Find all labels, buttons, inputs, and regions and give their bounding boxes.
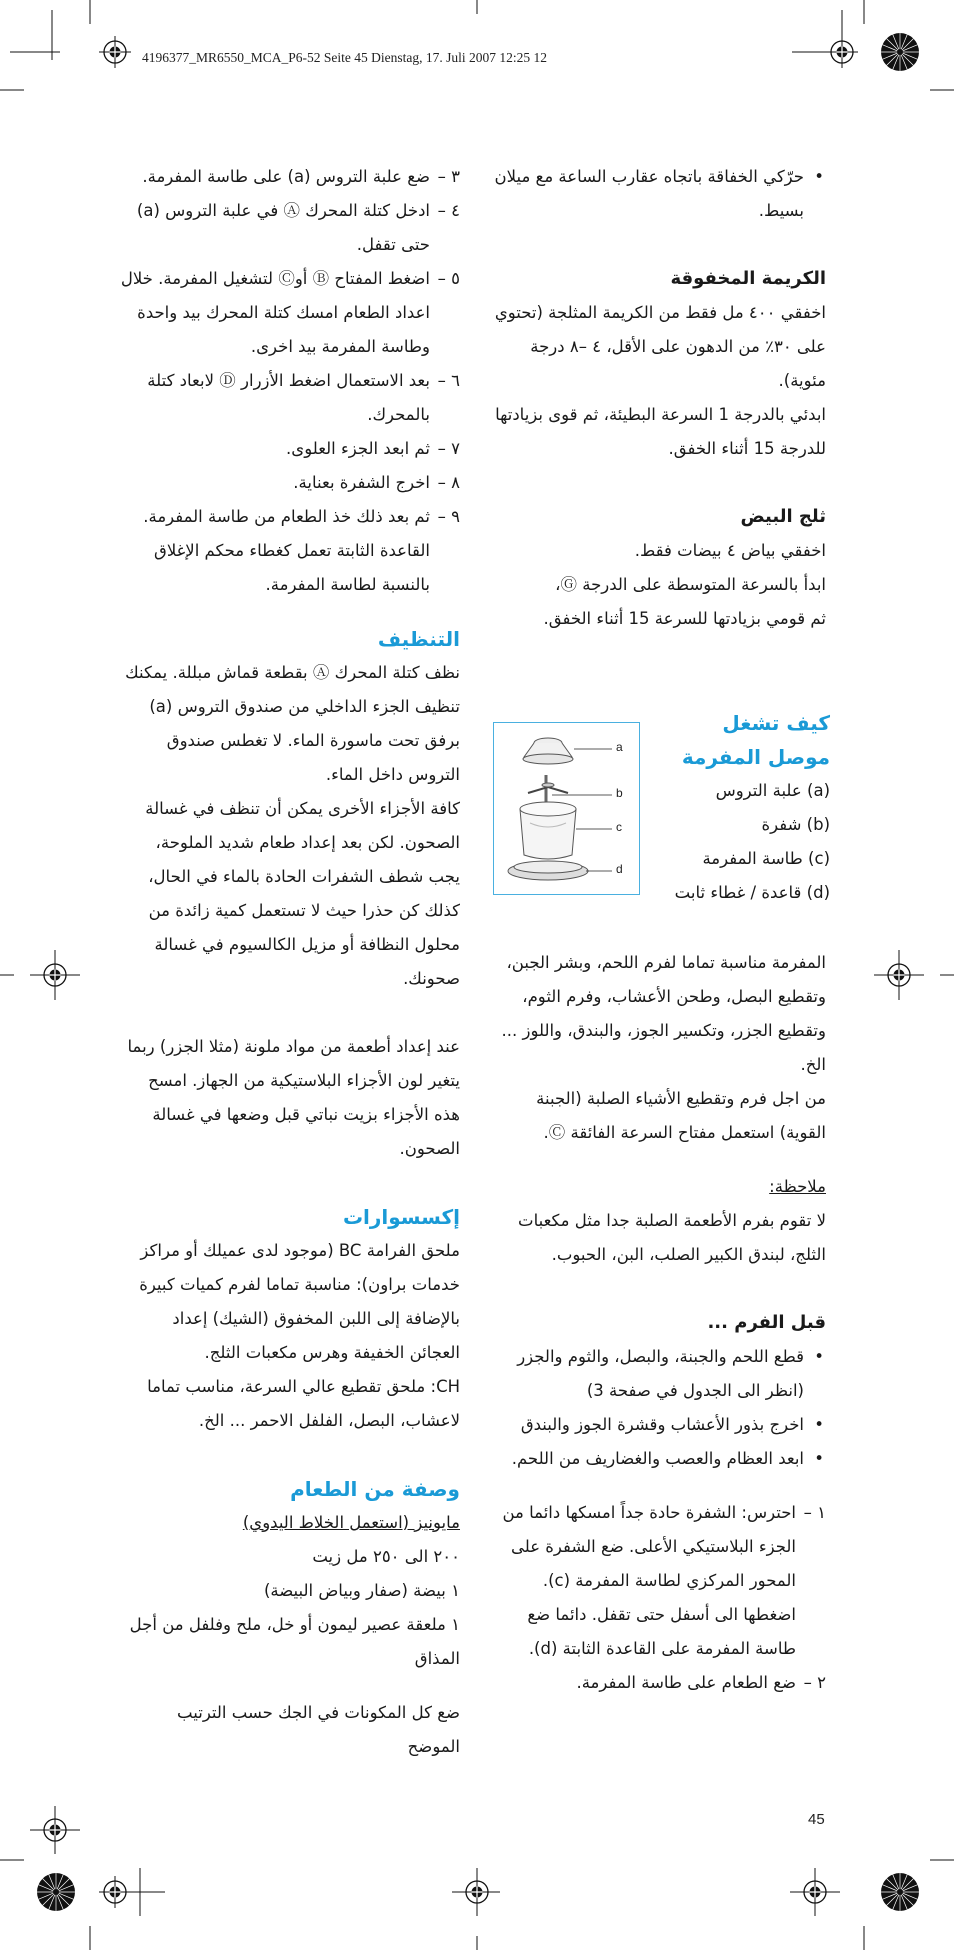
callout-c: c	[616, 820, 622, 834]
ingredient: ٢٠٠ الى ٢٥٠ مل زيت	[312, 1547, 460, 1566]
egg-whites-title: ثلج البيض	[740, 506, 826, 527]
usage-text: من اجل فرم وتقطيع الأشياء الصلبة (الجبنة القوية) استعمل مفتاح السرعة الفائقة Ⓒ.	[536, 1089, 826, 1142]
step-number: ٩ –	[437, 507, 460, 526]
whipped-cream-title: الكريمة المخفوقة	[670, 268, 826, 289]
accessories-text: ملحق الفرامة BC (موجود لدى عميلك أو مراكز خدمات براون): مناسبة تماما لفرم كميات كبيرة بالإضافة إلى اللبن المخفوق (الشيك) إعداد العجائن الخفيفة وهرس مكعبات الثلج.	[139, 1241, 460, 1362]
how-to-title: موصل المفرمة	[681, 745, 830, 769]
intro-bullet: • حرّكي الخفاقة باتجاه عقارب الساعة مع ميلان بسيط.	[494, 160, 826, 228]
part-label: (b) شفرة	[761, 815, 830, 834]
step-number: ٧ –	[437, 439, 460, 458]
step-text: بعد الاستعمال اضغط الأزرار Ⓓ لابعاد كتلة بالمحرك.	[147, 371, 430, 424]
step-number: ٨ –	[437, 473, 460, 492]
print-slug: 4196377_MR6550_MCA_P6-52 Seite 45 Dienstag, 17. Juli 2007 12:25 12	[142, 50, 548, 65]
part-label: (c) طاسة المفرمة	[702, 849, 830, 868]
recipe-instruction: ضع كل المكونات في الجك حسب الترتيب الموضح	[177, 1703, 460, 1756]
step-item	[120, 500, 460, 602]
page-number: 45	[808, 1811, 825, 1828]
egg-whites-text: ثم قومي بزيادتها للسرعة 15 أثناء الخفق.	[543, 609, 826, 628]
step-number: ١ –	[803, 1503, 826, 1522]
whipped-cream-text: اخفقي ٤٠٠ مل فقط من الكريمة المثلجة (تحتوي على ٣٠٪ من الدهون على الأقل، ٤ –٨ درجة مئوية).	[494, 303, 826, 390]
intro-bullets	[494, 160, 826, 228]
accessories-text: CH: ملحق تقطيع عالي السرعة، مناسب تماما لاعشاب، البصل، الفلفل الاحمر ... الخ.	[147, 1377, 460, 1430]
step-number: ٤ –	[437, 201, 460, 220]
step-item	[494, 1666, 826, 1700]
step-number: ٢ –	[803, 1673, 826, 1692]
step-text: ضع علبة التروس (a) على طاسة المفرمة.	[142, 167, 430, 186]
chopper-illustration	[493, 722, 640, 895]
list-item: • اخرج بذور الأعشاب وقشرة الجوز والبندق	[494, 1408, 826, 1442]
step-text: ثم ابعد الجزء العلوى.	[286, 439, 430, 458]
left-column	[120, 160, 460, 1764]
egg-whites-text: اخفقي بياض ٤ بيضات فقط.	[634, 541, 826, 560]
cleaning-text: عند إعداد أطعمة من مواد ملونة (مثلا الجزر) ربما يتغير لون الأجزاء البلاستيكية من الجهاز. امسح هذه الأجزاء بزيت نباتي قبل وضعها في غسالة الصحون.	[127, 1037, 460, 1158]
step-item	[120, 262, 460, 364]
before-chopping-title: قبل الفرم ...	[707, 1312, 826, 1333]
step-item	[120, 364, 460, 432]
how-to-block	[640, 706, 830, 910]
accessories-title: إكسسوارات	[342, 1205, 460, 1229]
callout-b: b	[616, 786, 623, 800]
usage-text: المفرمة مناسبة تماما لفرم اللحم، وبشر الجبن، وتقطيع البصل، وطحن الأعشاب، وفرم الثوم، وتقطيع الجزر، وتكسير الجوز، والبندق، واللوز ... الخ.	[501, 953, 826, 1074]
list-item: • ابعد العظام والعصب والغضاريف من اللحم.	[494, 1442, 826, 1476]
cleaning-text: كافة الأجزاء الأخرى يمكن أن تنظف في غسالة الصحون. لكن بعد إعداد طعام شديد الملوحة، يجب شطف الشفرات الحادة بالماء في الحال، كذلك كن حذرا حيث لا تستعمل كمية زائدة من محلول النظافة أو مزيل الكالسيوم في غسالة صحونك.	[145, 799, 460, 988]
part-label: (d) قاعدة / غطاء ثابت	[674, 883, 830, 902]
right-column-lower	[494, 946, 826, 1700]
right-column	[494, 160, 826, 636]
step-number: ٣ –	[437, 167, 460, 186]
recipe-title: وصفة من الطعام	[290, 1477, 460, 1501]
cleaning-title: التنظيف	[377, 627, 460, 651]
part-label: (a) علبة التروس	[715, 781, 830, 800]
callout-a: a	[616, 740, 623, 754]
ingredient: ١ بيضة (صفار وبياض البيضة)	[263, 1581, 460, 1600]
step-item	[120, 466, 460, 500]
list-item: • قطع اللحم والجبنة، والبصل، والثوم والجزر (انظر الى الجدول في صفحة 3)	[494, 1340, 826, 1408]
step-item	[494, 1496, 826, 1666]
step-text: احترس: الشفرة حادة جداً امسكها دائما من الجزء البلاستيكي الأعلى. ضع الشفرة على المحور المركزي لطاسة المفرمة (c). اضغطها الى أسفل حتى تقفل. دائما ضع طاسة المفرمة على القاعدة الثابتة (d).	[502, 1503, 796, 1658]
ingredient: ١ ملعقة عصير ليمون أو خل، ملح وفلفل من أجل المذاق	[129, 1615, 460, 1668]
step-text: اخرج الشفرة بعناية.	[293, 473, 430, 492]
how-to-title: كيف تشغل	[722, 711, 830, 735]
step-text: اضغط المفتاح Ⓑ أوⒸ لتشغيل المفرمة. خلال اعداد الطعام امسك كتلة المحرك بيد واحدة وطاسة المفرمة بيد اخرى.	[120, 269, 430, 356]
step-number: ٥ –	[437, 269, 460, 288]
whipped-cream-text: ابدئي بالدرجة 1 السرعة البطيئة، ثم قوى بزيادتها للدرجة 15 أثناء الخفق.	[495, 405, 826, 458]
step-text: ادخل كتلة المحرك Ⓐ في علبة التروس (a) حتى تقفل.	[136, 201, 430, 254]
before-chopping-list	[494, 1340, 826, 1476]
step-item	[120, 160, 460, 194]
step-item	[120, 194, 460, 262]
callout-d: d	[616, 862, 623, 876]
step-text: ضع الطعام على طاسة المفرمة.	[576, 1673, 796, 1692]
note-text: لا تقوم بفرم الأطعمة الصلبة جدا مثل مكعبات الثلج، لبندق الكبير الصلب، البن، الحبوب.	[518, 1211, 826, 1264]
step-number: ٦ –	[437, 371, 460, 390]
recipe-subtitle: مايونيز (استعمل الخلاط اليدوي)	[242, 1513, 460, 1532]
egg-whites-text: ابدأ بالسرعة المتوسطة على الدرجة Ⓖ،	[555, 575, 826, 594]
note-title: ملاحظة:	[769, 1177, 826, 1196]
cleaning-text: نظف كتلة المحرك Ⓐ بقطعة قماش مبللة. يمكنك تنظيف الجزء الداخلي من صندوق التروس (a) برفق تحت ماسورة الماء. لا تغطس صندوق التروس داخل الماء.	[125, 663, 460, 784]
step-text: ثم بعد ذلك خذ الطعام من طاسة المفرمة. القاعدة الثابتة تعمل كغطاء محكم الإغلاق بالنسبة لطاسة المفرمة.	[143, 507, 430, 594]
step-item	[120, 432, 460, 466]
